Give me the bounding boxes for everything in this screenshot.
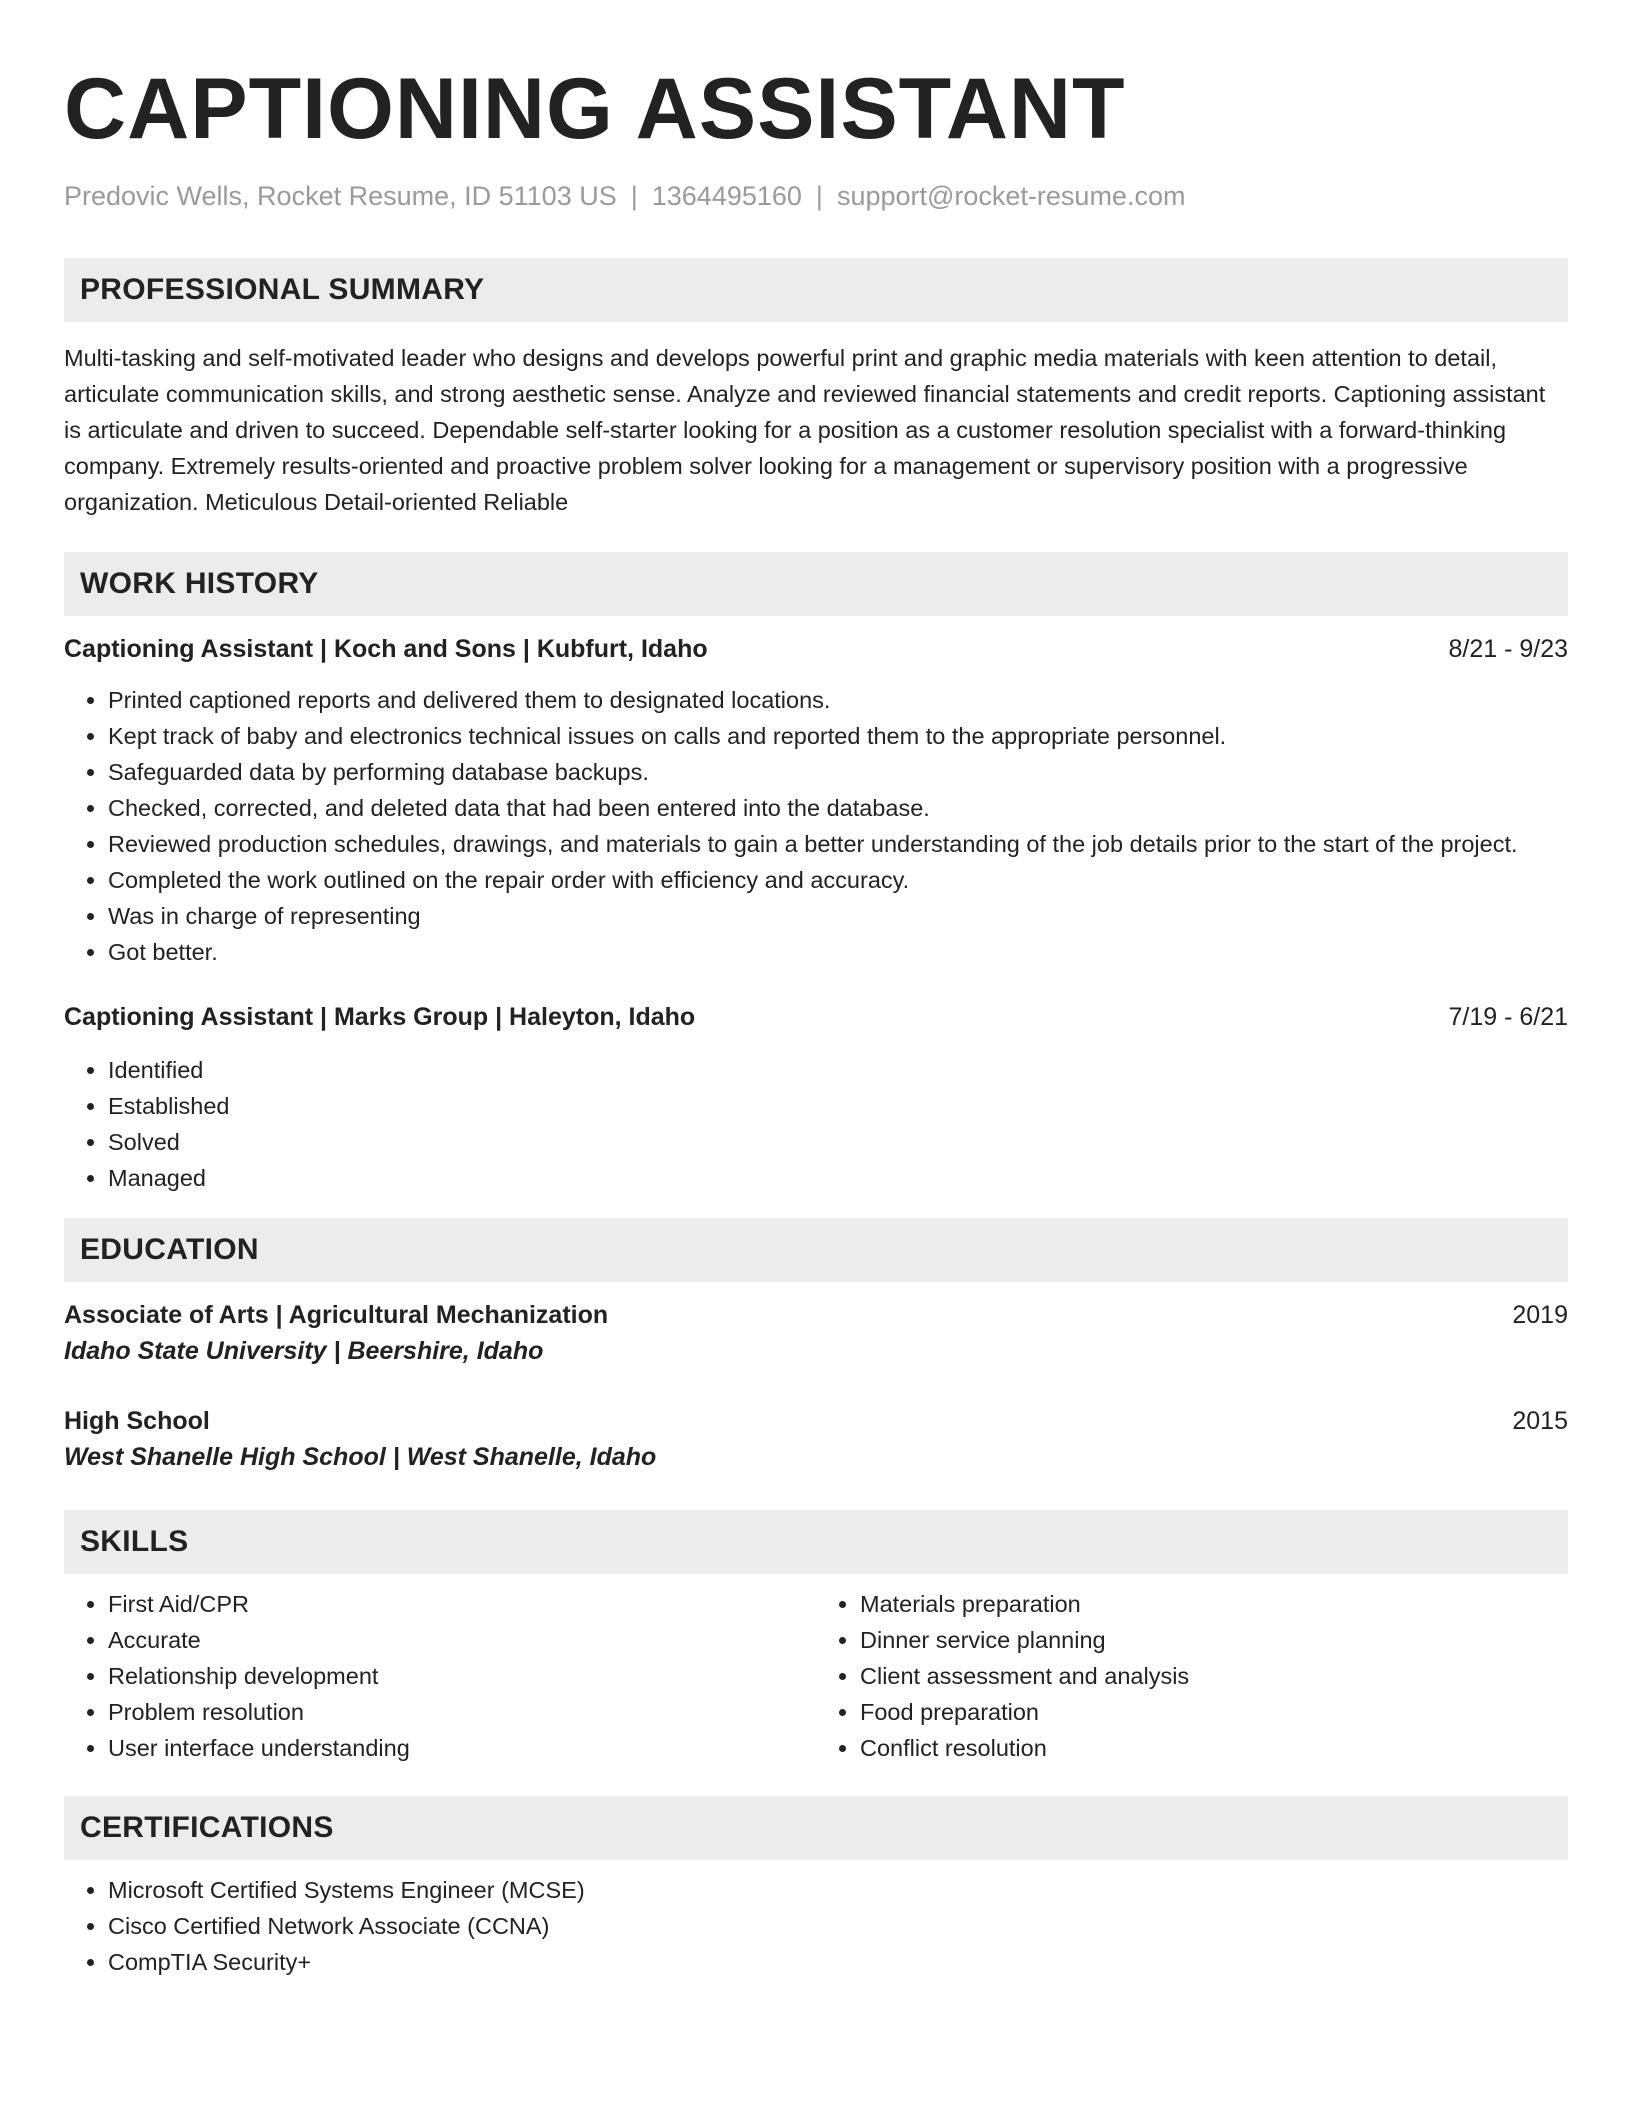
education-year: 2015 <box>1512 1407 1568 1436</box>
job-bullets <box>64 682 1568 970</box>
job-header <box>64 632 1568 666</box>
education-header <box>64 1298 1568 1332</box>
list-item: • Cisco Certified Network Associate (CCNA) <box>108 1908 1568 1944</box>
list-item: • First Aid/CPR <box>108 1586 816 1622</box>
job-title: Captioning Assistant | Koch and Sons | Kubfurt, Idaho <box>64 635 708 664</box>
contact-phone: 1364495160 <box>651 181 802 211</box>
contact-separator: | <box>815 181 823 211</box>
job-entry <box>64 1000 1568 1196</box>
list-item: • Problem resolution <box>108 1694 816 1730</box>
job-dates: 8/21 - 9/23 <box>1448 635 1568 664</box>
contact-address: Predovic Wells, Rocket Resume, ID 51103 US <box>64 181 617 211</box>
list-item: • Completed the work outlined on the repair order with efficiency and accuracy. <box>108 862 1568 898</box>
list-item: • Materials preparation <box>860 1586 1568 1622</box>
list-item: • Client assessment and analysis <box>860 1658 1568 1694</box>
list-item: • Food preparation <box>860 1694 1568 1730</box>
section-heading-summary: PROFESSIONAL SUMMARY <box>64 258 1568 322</box>
skills-list-left <box>64 1586 816 1766</box>
section-heading-work: WORK HISTORY <box>64 552 1568 616</box>
contact-email: support@rocket-resume.com <box>836 181 1186 211</box>
education-entry <box>64 1298 1568 1370</box>
contact-line <box>64 180 1568 212</box>
list-item: • Got better. <box>108 934 1568 970</box>
list-item: • Safeguarded data by performing database backups. <box>108 754 1568 790</box>
list-item: • Dinner service planning <box>860 1622 1568 1658</box>
job-dates: 7/19 - 6/21 <box>1448 1003 1568 1032</box>
education-school: West Shanelle High School | West Shanelle, Idaho <box>64 1443 657 1472</box>
resume-title: CAPTIONING ASSISTANT <box>64 61 1126 157</box>
list-item: • CompTIA Security+ <box>108 1944 1568 1980</box>
education-degree: High School <box>64 1407 210 1436</box>
list-item: • Reviewed production schedules, drawings, and materials to gain a better understanding of the job details prior to the start of the project. <box>108 826 1568 862</box>
list-item: • Checked, corrected, and deleted data that had been entered into the database. <box>108 790 1568 826</box>
list-item: • Managed <box>108 1160 1568 1196</box>
skills-grid <box>64 1586 1568 1766</box>
job-title: Captioning Assistant | Marks Group | Haleyton, Idaho <box>64 1003 696 1032</box>
list-item: • Kept track of baby and electronics technical issues on calls and reported them to the appropriate personnel. <box>108 718 1568 754</box>
list-item: • Was in charge of representing <box>108 898 1568 934</box>
section-heading-skills: SKILLS <box>64 1510 1568 1574</box>
section-heading-education: EDUCATION <box>64 1218 1568 1282</box>
education-header <box>64 1404 1568 1438</box>
list-item: • Printed captioned reports and delivered them to designated locations. <box>108 682 1568 718</box>
list-item: • Conflict resolution <box>860 1730 1568 1766</box>
job-bullets <box>64 1052 1568 1196</box>
certifications-list <box>64 1872 1568 1980</box>
list-item: • User interface understanding <box>108 1730 816 1766</box>
contact-separator: | <box>630 181 638 211</box>
education-year: 2019 <box>1512 1301 1568 1330</box>
list-item: • Accurate <box>108 1622 816 1658</box>
job-entry <box>64 632 1568 970</box>
list-item: • Relationship development <box>108 1658 816 1694</box>
skills-list-right <box>816 1586 1568 1766</box>
list-item: • Solved <box>108 1124 1568 1160</box>
education-entry <box>64 1404 1568 1476</box>
section-heading-certifications: CERTIFICATIONS <box>64 1796 1568 1860</box>
summary-text: Multi-tasking and self-motivated leader who designs and develops powerful print and graphic media materials with keen attention to detail, articulate communication skills, and strong aesthetic sense. Analyze and reviewed financial statements and credit reports. Captioning assistant is articulate and driven to succeed. Dependable self-starter looking for a position as a customer resolution specialist with a forward-thinking company. Extremely results-oriented and proactive problem solver looking for a management or supervisory position with a progressive organization. Meticulous Detail-oriented Reliable <box>64 345 1546 516</box>
education-degree: Associate of Arts | Agricultural Mechanization <box>64 1301 609 1330</box>
list-item: • Identified <box>108 1052 1568 1088</box>
job-header <box>64 1000 1568 1034</box>
list-item: • Microsoft Certified Systems Engineer (MCSE) <box>108 1872 1568 1908</box>
education-school: Idaho State University | Beershire, Idaho <box>64 1337 544 1366</box>
list-item: • Established <box>108 1088 1568 1124</box>
